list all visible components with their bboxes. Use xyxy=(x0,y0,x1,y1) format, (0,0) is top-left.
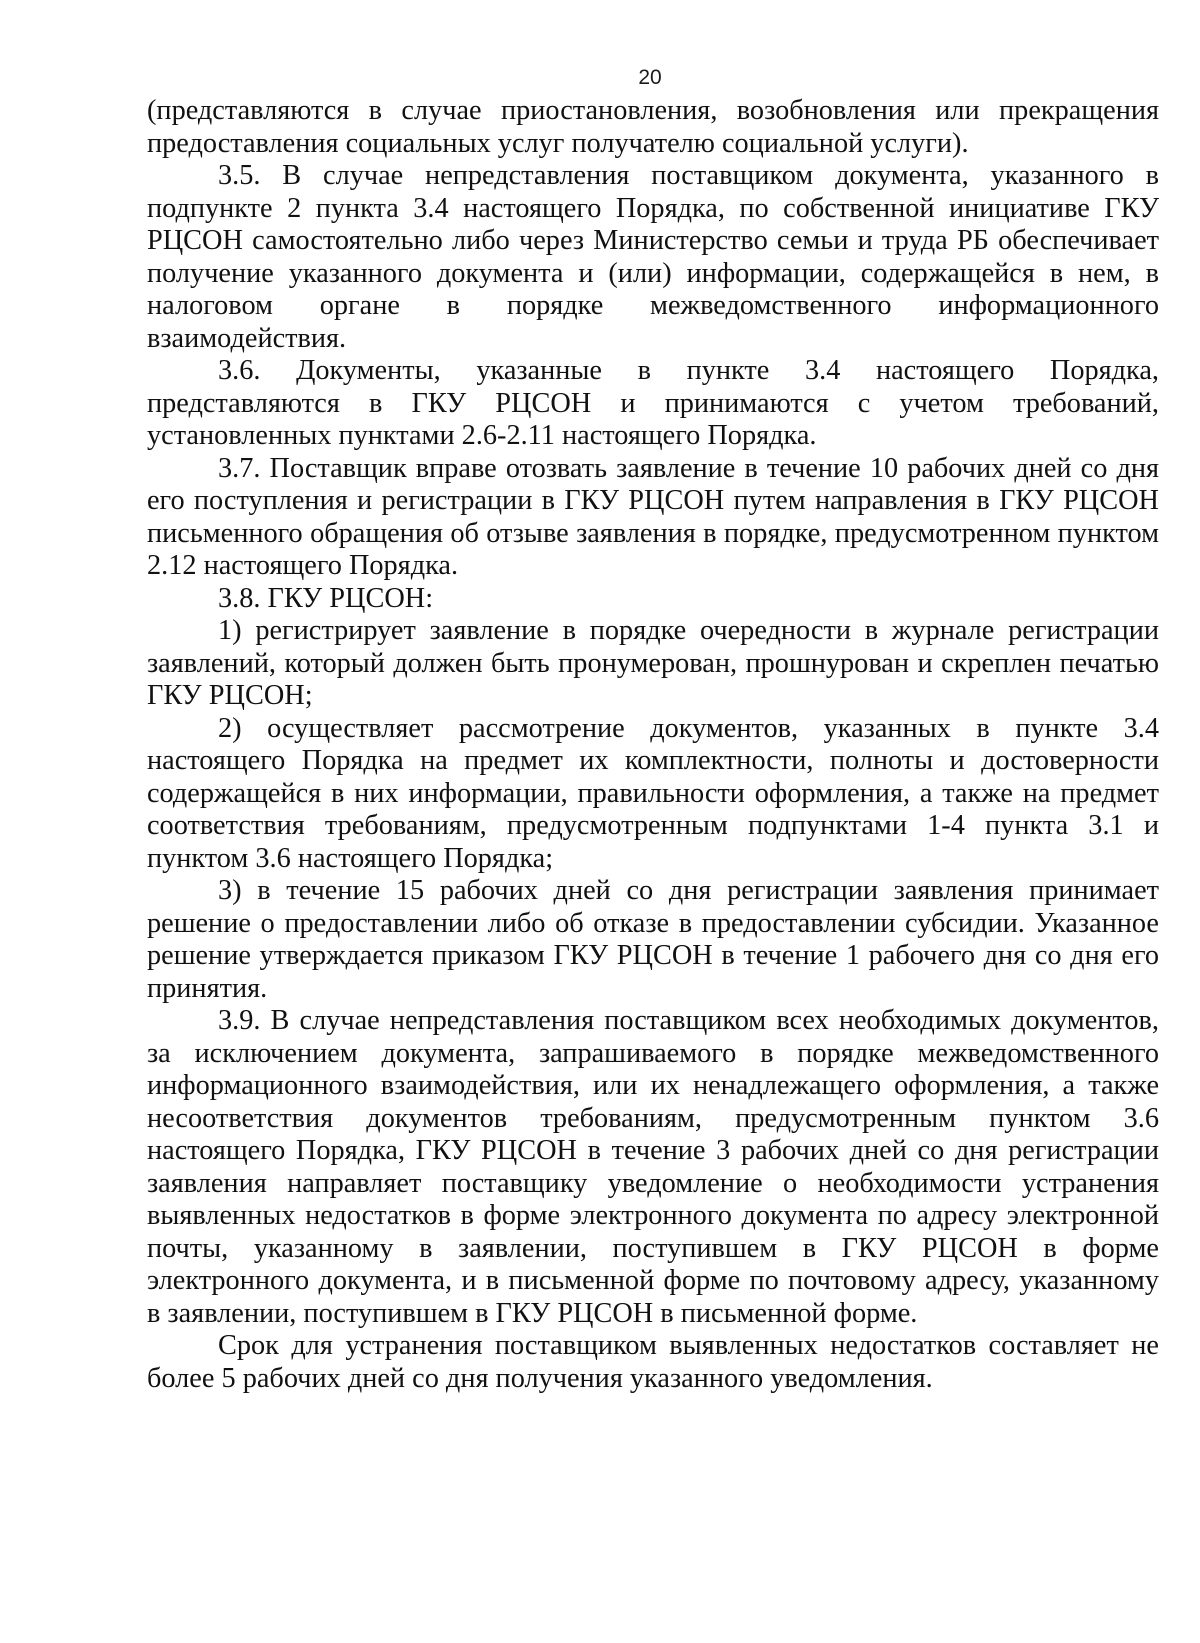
paragraph-deadline: Срок для устранения поставщиком выявленных недостатков составляет не более 5 рабочих дней со дня получения указанного уведомления. xyxy=(147,1330,1159,1394)
paragraph-continuation: (представляются в случае приостановления, возобновления или прекращения предоставления социальных услуг получателю социальной услуги). xyxy=(147,95,1159,159)
paragraph-3-8-item-2: 2) осуществляет рассмотрение документов, указанных в пункте 3.4 настоящего Порядка на предмет их комплектности, полноты и достоверности содержащейся в них информации, правильности оформления, а также на предмет соответствия требованиям, предусмотренным подпунктами 1-4 пункта 3.1 и пунктом 3.6 настоящего Порядка; xyxy=(147,712,1159,874)
paragraph-3-8-heading: 3.8. ГКУ РЦСОН: xyxy=(218,582,434,614)
document-body xyxy=(147,95,1159,1395)
paragraph-3-5: 3.5. В случае непредставления поставщиком документа, указанного в подпункте 2 пункта 3.4 настоящего Порядка, по собственной инициативе ГКУ РЦСОН самостоятельно либо через Министерство семьи и труда РБ обеспечивает получение указанного документа и (или) информации, содержащейся в нем, в налоговом органе в порядке межведомственного информационного взаимодействия. xyxy=(147,160,1159,354)
page-number: 20 xyxy=(638,66,662,89)
paragraph-3-8-item-3: 3) в течение 15 рабочих дней со дня регистрации заявления принимает решение о предоставлении либо об отказе в предоставлении субсидии. Указанное решение утверждается приказом ГКУ РЦСОН в течение 1 рабочего дня со дня его принятия. xyxy=(147,875,1159,1004)
paragraph-3-8-item-1: 1) регистрирует заявление в порядке очередности в журнале регистрации заявлений, который должен быть пронумерован, прошнурован и скреплен печатью ГКУ РЦСОН; xyxy=(147,615,1159,711)
paragraph-3-9: 3.9. В случае непредставления поставщиком всех необходимых документов, за исключением документа, запрашиваемого в порядке межведомственного информационного взаимодействия, или их ненадлежащего оформления, а также несоответствия документов требованиям, предусмотренным пунктом 3.6 настоящего Порядка, ГКУ РЦСОН в течение 3 рабочих дней со дня регистрации заявления направляет поставщику уведомление о необходимости устранения выявленных недостатков в форме электронного документа по адресу электронной почты, указанному в заявлении, поступившем в ГКУ РЦСОН в форме электронного документа, и в письменной форме по почтовому адресу, указанному в заявлении, поступившем в ГКУ РЦСОН в письменной форме. xyxy=(147,1005,1159,1329)
paragraph-3-6: 3.6. Документы, указанные в пункте 3.4 настоящего Порядка, представляются в ГКУ РЦСОН и принимаются с учетом требований, установленных пунктами 2.6-2.11 настоящего Порядка. xyxy=(147,355,1159,451)
paragraph-3-7: 3.7. Поставщик вправе отозвать заявление в течение 10 рабочих дней со дня его поступления и регистрации в ГКУ РЦСОН путем направления в ГКУ РЦСОН письменного обращения об отзыве заявления в порядке, предусмотренном пунктом 2.12 настоящего Порядка. xyxy=(147,452,1159,581)
